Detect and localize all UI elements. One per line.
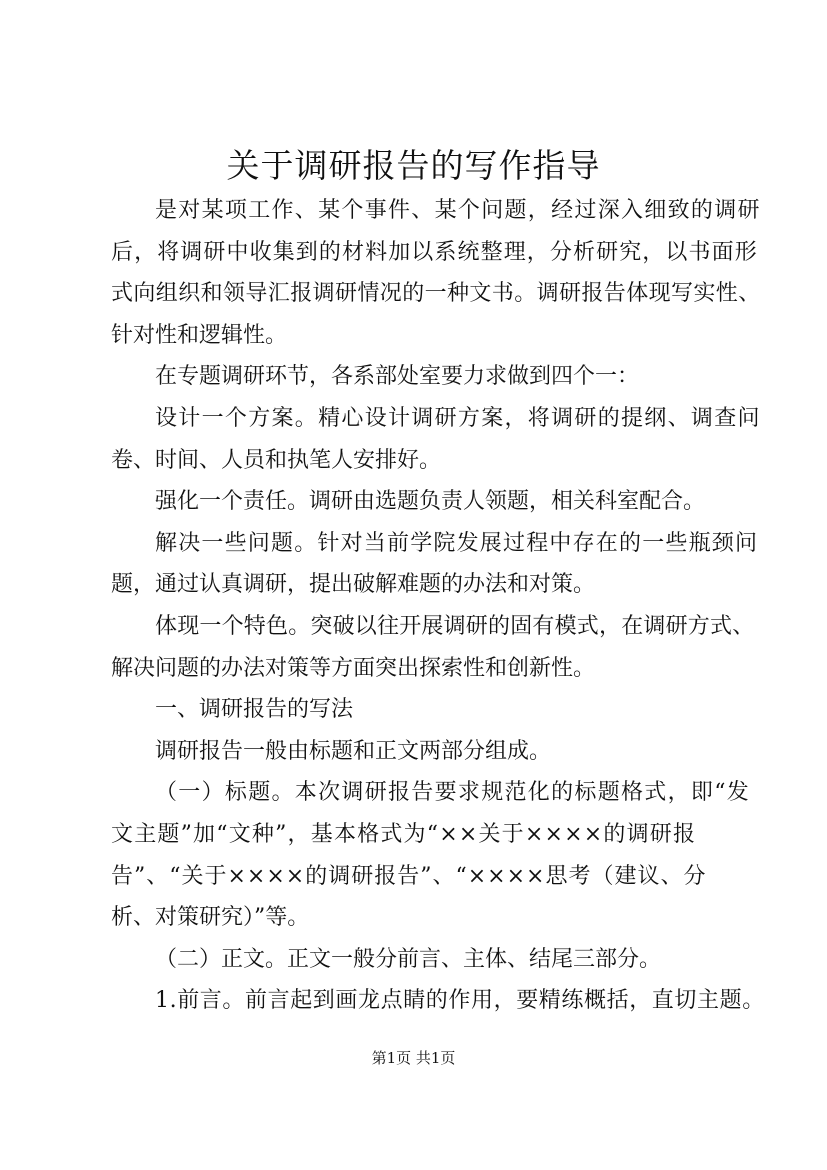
paragraph-line: 设计一个方案。精心设计调研方案，将调研的提纲、调查问 [155, 405, 761, 431]
paragraph-line: 在专题调研环节，各系部处室要力求做到四个一： [155, 364, 640, 390]
paragraph-line: 告”、“关于××××的调研报告”、“××××思考（建议、分 [111, 863, 707, 889]
paragraph-line: 针对性和逻辑性。 [111, 322, 288, 348]
page-number-footer: 第1页 共1页 [371, 1049, 456, 1067]
document-title: 关于调研报告的写作指导 [226, 146, 601, 185]
paragraph-line: 文主题”加“文种”，基本格式为“××关于××××的调研报 [111, 821, 697, 847]
paragraph-line: 解决一些问题。针对当前学院发展过程中存在的一些瓶颈问 [155, 530, 759, 556]
paragraph-line: 题，通过认真调研，提出破解难题的办法和对策。 [111, 572, 596, 598]
paragraph-line: 1.前言。前言起到画龙点睛的作用，要精练概括，直切主题。 [155, 988, 765, 1014]
paragraph-line: 调研报告一般由标题和正文两部分组成。 [155, 738, 552, 764]
document-body [111, 190, 765, 1022]
paragraph-line: 是对某项工作、某个事件、某个问题，经过深入细致的调研 [155, 198, 761, 223]
paragraph-line: 后，将调研中收集到的材料加以系统整理，分析研究，以书面形 [111, 239, 758, 265]
section-heading: 一、调研报告的写法 [155, 697, 354, 723]
paragraph-line: 卷、时间、人员和执笔人安排好。 [111, 447, 442, 473]
paragraph-line: （二）正文。正文一般分前言、主体、结尾三部分。 [155, 946, 662, 972]
paragraph-line: （一）标题。本次调研报告要求规范化的标题格式，即“发 [155, 780, 751, 806]
paragraph-line: 析、对策研究）”等。 [111, 905, 310, 931]
paragraph-line: 解决问题的办法对策等方面突出探索性和创新性。 [111, 655, 596, 681]
paragraph-line: 体现一个特色。突破以往开展调研的固有模式，在调研方式、 [155, 613, 755, 639]
paragraph-line: 强化一个责任。调研由选题负责人领题，相关科室配合。 [155, 489, 706, 515]
paragraph-line: 式向组织和领导汇报调研情况的一种文书。调研报告体现写实性、 [111, 281, 761, 307]
